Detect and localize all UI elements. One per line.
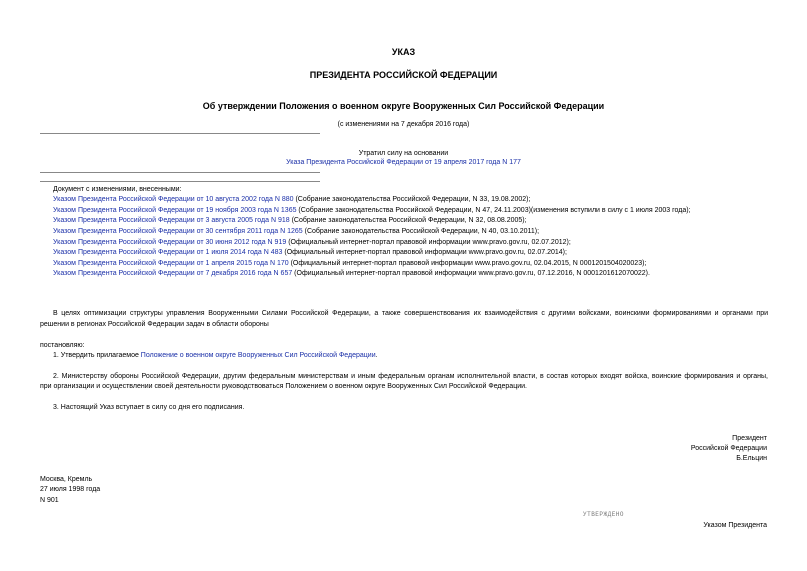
preamble-line: В целях оптимизации структуры управления Вооруженными Силами Российской Федерации, а также совершенствования их взаимодействия с другими войсками, воинскими формированиями и органами при — [53, 310, 768, 317]
doc-number: N 901 — [40, 497, 59, 504]
signature-name: Б.Ельцин — [736, 455, 767, 462]
list-item — [53, 238, 571, 248]
divider — [40, 181, 320, 182]
amendment-source: (Официальный интернет-портал правовой информации www.pravo.gov.ru, 02.07.2014); — [282, 249, 567, 256]
amendment-source: (Официальный интернет-портал правовой информации www.pravo.gov.ru, 07.12.2016, N 0001201612070022). — [292, 270, 650, 277]
amendment-source: (Собрание законодательства Российской Федерации, N 40, 03.10.2011); — [302, 228, 540, 235]
amendment-source: (Собрание законодательства Российской Федерации, N 33, 19.08.2002); — [293, 196, 531, 203]
list-item — [53, 216, 527, 226]
divider — [40, 133, 320, 134]
regulation-link[interactable]: Положение о военном округе Вооруженных Сил Российской Федерации — [140, 352, 376, 359]
date: 27 июля 1998 года — [40, 486, 101, 493]
amendment-source: (Официальный интернет-портал правовой информации www.pravo.gov.ru, 02.07.2012); — [286, 239, 571, 246]
decree-word: постановляю: — [40, 342, 85, 349]
amendment-link[interactable]: Указом Президента Российской Федерации от 7 декабря 2016 года N 657 — [53, 270, 293, 277]
amendment-link[interactable]: Указом Президента Российской Федерации от 3 августа 2005 года N 918 — [53, 217, 290, 224]
item-1: 1. Утвердить прилагаемое Положение о военном округе Вооруженных Сил Российской Федерации. — [53, 352, 378, 359]
amendment-link[interactable]: Указом Президента Российской Федерации от 19 ноября 2003 года N 1365 — [53, 207, 297, 214]
amendment-source: (Собрание законодательства Российской Федерации, N 32, 08.08.2005); — [289, 217, 527, 224]
amendment-link[interactable]: Указом Президента Российской Федерации от 30 сентября 2011 года N 1265 — [53, 228, 303, 235]
doc-type-title: УКАЗ — [391, 47, 416, 57]
signature-org: Российской Федерации — [690, 445, 767, 452]
list-item — [53, 269, 650, 279]
list-item — [53, 248, 567, 258]
lapsed-text: Утратил силу на основании — [358, 150, 449, 157]
amendment-link[interactable]: Указом Президента Российской Федерации от 30 июня 2012 года N 919 — [53, 239, 287, 246]
amendment-source: (Собрание законодательства Российской Федерации, N 47, 24.11.2003)(изменения вступили в силу с 1 июля 2003 года); — [296, 207, 691, 214]
item-3: 3. Настоящий Указ вступает в силу со дня его подписания. — [53, 404, 245, 411]
approved-by: Указом Президента — [703, 522, 767, 529]
item-2-line: при организации и осуществлении своей деятельности руководствоваться Положением о военном округе Вооруженных Сил Российской Федерации. — [40, 383, 527, 390]
amendment-link[interactable]: Указом Президента Российской Федерации от 1 апреля 2015 года N 170 — [53, 260, 289, 267]
place: Москва, Кремль — [40, 476, 93, 483]
doc-title: Об утверждении Положения о военном округе Вооруженных Сил Российской Федерации — [202, 101, 605, 111]
list-item — [53, 195, 530, 205]
approved-stamp: УТВЕРЖДЕНО — [583, 511, 625, 518]
signature-title: Президент — [732, 435, 767, 442]
list-item — [53, 227, 539, 237]
list-item — [53, 259, 646, 269]
amendment-link[interactable]: Указом Президента Российской Федерации от 10 августа 2002 года N 880 — [53, 196, 294, 203]
doc-issuer-title: ПРЕЗИДЕНТА РОССИЙСКОЙ ФЕДЕРАЦИИ — [309, 70, 498, 80]
amendment-note: (с изменениями на 7 декабря 2016 года) — [337, 121, 470, 128]
item-2-line: 2. Министерству обороны Российской Федерации, другим федеральным министерствам и иным федеральным органам исполнительной власти, в состав которых входят войска, воинские формирования и органы, — [53, 373, 768, 380]
divider — [40, 172, 320, 173]
list-item — [53, 206, 691, 216]
lapsed-link[interactable]: Указа Президента Российской Федерации от 19 апреля 2017 года N 177 — [286, 159, 521, 166]
changes-intro: Документ с изменениями, внесенными: — [53, 186, 182, 193]
amendment-link[interactable]: Указом Президента Российской Федерации от 1 июля 2014 года N 483 — [53, 249, 283, 256]
amendment-source: (Официальный интернет-портал правовой информации www.pravo.gov.ru, 02.04.2015, N 0001201504020023); — [288, 260, 647, 267]
preamble-line: решении в регионах Российской Федерации задач в области обороны — [40, 321, 269, 328]
